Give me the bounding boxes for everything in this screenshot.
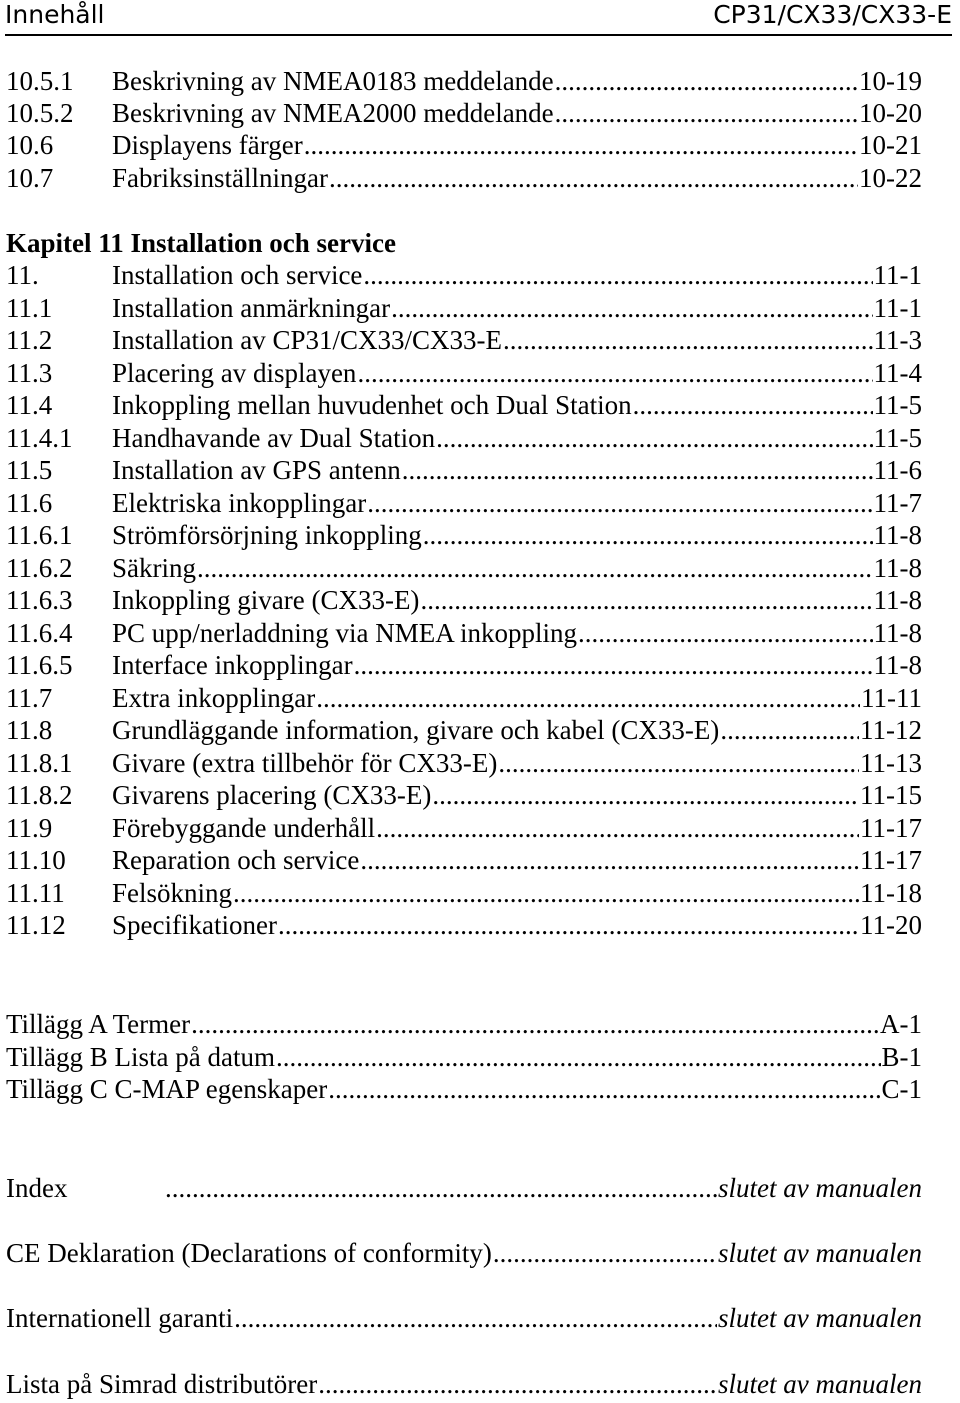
toc-entry-page: 11-15 [860, 780, 922, 810]
toc-entry-page: 11-8 [873, 553, 922, 583]
toc-entry-title: Installation anmärkningar [112, 293, 391, 323]
toc-entry-title: Inkoppling givare (CX33-E) [112, 585, 420, 615]
toc-entry[interactable] [6, 64, 922, 98]
toc-entry-number: 11.8 [6, 715, 53, 745]
toc-entry[interactable] [6, 388, 922, 422]
toc-entry[interactable] [6, 551, 922, 585]
toc-entry-title: Beskrivning av NMEA0183 meddelande [112, 66, 554, 96]
dot-leader [191, 1007, 879, 1041]
toc-end-item[interactable] [6, 1301, 922, 1335]
dot-leader [633, 388, 873, 422]
toc-entry-title: Beskrivning av NMEA2000 meddelande [112, 98, 554, 128]
toc-entry-title: Installation och service [112, 260, 363, 290]
toc-entry-number: 11.7 [6, 683, 53, 713]
dot-leader [304, 128, 858, 162]
toc-entry-number: 11.6.5 [6, 650, 73, 680]
toc-entry[interactable] [6, 583, 922, 617]
dot-leader [354, 648, 873, 682]
dot-leader [357, 356, 872, 390]
toc-entry-title: Säkring [112, 553, 196, 583]
toc-entry-page: 11-4 [873, 358, 922, 388]
toc-entry-page: 11-12 [860, 715, 922, 745]
dot-leader [367, 486, 872, 520]
toc-entry-page: 11-6 [873, 455, 922, 485]
toc-entry-number: 11.5 [6, 455, 53, 485]
toc-entry-number: 10.5.1 [6, 66, 74, 96]
toc-entry[interactable] [6, 258, 922, 292]
toc-appendix-page: B-1 [881, 1042, 922, 1072]
toc-entry-title: Displayens färger [112, 130, 303, 160]
toc-entry-title: Placering av displayen [112, 358, 357, 388]
page-header [5, 0, 952, 36]
header-section-title: Innehåll [5, 0, 105, 29]
toc-entry[interactable] [6, 486, 922, 520]
toc-entry-number: 11.11 [6, 878, 65, 908]
toc-appendix-title: Tillägg C C-MAP egenskaper [6, 1074, 328, 1104]
dot-leader [420, 583, 872, 617]
toc-appendix-page: A-1 [880, 1009, 922, 1039]
toc-end-item-title: Internationell garanti [6, 1303, 234, 1333]
toc-end-item-page: slutet av manualen [718, 1173, 922, 1203]
toc-entry-page: 11-18 [860, 878, 922, 908]
toc-entry-title: Specifikationer [112, 910, 277, 940]
toc-entry-page: 11-8 [873, 520, 922, 550]
toc-entry-number: 11.4.1 [6, 423, 73, 453]
toc-entry[interactable] [6, 96, 922, 130]
dot-leader [233, 876, 859, 910]
toc-entry-page: 11-13 [860, 748, 922, 778]
toc-entry-title: Handhavande av Dual Station [112, 423, 436, 453]
toc-entry[interactable] [6, 518, 922, 552]
toc-entry[interactable] [6, 648, 922, 682]
toc-entry-title: Extra inkopplingar [112, 683, 316, 713]
toc-end-item-title: CE Deklaration (Declarations of conformity) [6, 1238, 492, 1268]
toc-entry-page: 11-5 [873, 423, 922, 453]
toc-end-item-page: slutet av manualen [718, 1238, 922, 1268]
toc-entry[interactable] [6, 421, 922, 455]
dot-leader [316, 681, 860, 715]
toc-entry-page: 11-11 [861, 683, 922, 713]
toc-entry[interactable] [6, 681, 922, 715]
toc-entry-title: Givarens placering (CX33-E) [112, 780, 432, 810]
dot-leader [498, 746, 859, 780]
toc-entry-title: Strömförsörjning inkoppling [112, 520, 422, 550]
dot-leader [165, 1171, 717, 1205]
toc-entry-title: Installation av CP31/CX33/CX33-E [112, 325, 502, 355]
toc-entry-number: 11.6.3 [6, 585, 73, 615]
toc-end-item[interactable] [6, 1236, 922, 1270]
toc-entry[interactable] [6, 291, 922, 325]
toc-entry-page: 10-22 [859, 163, 922, 193]
toc-entry-page: 11-17 [860, 845, 922, 875]
toc-entry[interactable] [6, 356, 922, 390]
toc-entry-page: 11-7 [873, 488, 922, 518]
toc-entry[interactable] [6, 713, 922, 747]
toc-entry[interactable] [6, 323, 922, 357]
dot-leader [329, 161, 858, 195]
toc-entry-title: Reparation och service [112, 845, 360, 875]
dot-leader [276, 1040, 881, 1074]
dot-leader [376, 811, 859, 845]
toc-entry[interactable] [6, 843, 922, 877]
toc-entry-page: 11-20 [860, 910, 922, 940]
dot-leader [197, 551, 873, 585]
toc-entry[interactable] [6, 746, 922, 780]
toc-entry[interactable] [6, 616, 922, 650]
dot-leader [493, 1236, 717, 1270]
toc-entry[interactable] [6, 908, 922, 942]
dot-leader [432, 778, 859, 812]
dot-leader [503, 323, 873, 357]
toc-entry-title: Elektriska inkopplingar [112, 488, 367, 518]
toc-entry-page: 11-1 [873, 260, 922, 290]
toc-entry-title: Installation av GPS antenn [112, 455, 401, 485]
toc-entry-number: 11.6.1 [6, 520, 73, 550]
toc-entry-title: Förebyggande underhåll [112, 813, 376, 843]
toc-entry-number: 11.9 [6, 813, 53, 843]
dot-leader [360, 843, 859, 877]
toc-entry-title: PC upp/nerladdning via NMEA inkoppling [112, 618, 577, 648]
toc-entry-page: 11-5 [873, 390, 922, 420]
toc-appendix[interactable] [6, 1007, 922, 1041]
toc-appendix-title: Tillägg B Lista på datum [6, 1042, 275, 1072]
toc-end-item[interactable] [6, 1367, 922, 1401]
toc-entry-number: 11.10 [6, 845, 66, 875]
toc-entry-page: 10-20 [859, 98, 922, 128]
dot-leader [363, 258, 872, 292]
toc-entry-title: Felsökning [112, 878, 233, 908]
dot-leader [278, 908, 859, 942]
toc-entry-number: 11. [6, 260, 39, 290]
toc-entry-number: 11.6 [6, 488, 53, 518]
toc-entry-number: 11.2 [6, 325, 53, 355]
toc-end-item-page: slutet av manualen [718, 1303, 922, 1333]
toc-entry[interactable] [6, 811, 922, 845]
dot-leader [436, 421, 872, 455]
toc-entry-number: 11.3 [6, 358, 53, 388]
toc-entry-title: Grundläggande information, givare och kabel (CX33-E) [112, 715, 720, 745]
toc-end-item-page: slutet av manualen [718, 1369, 922, 1399]
toc-entry-number: 10.6 [6, 130, 54, 160]
dot-leader [402, 453, 873, 487]
toc-entry-title: Inkoppling mellan huvudenhet och Dual Station [112, 390, 632, 420]
toc-entry-number: 11.4 [6, 390, 53, 420]
toc-entry-title: Fabriksinställningar [112, 163, 328, 193]
toc-entry-number: 11.12 [6, 910, 66, 940]
dot-leader [318, 1367, 717, 1401]
toc-entry-number: 11.8.1 [6, 748, 73, 778]
toc-end-item-title: Lista på Simrad distributörer [6, 1369, 318, 1399]
dot-leader [391, 291, 872, 325]
toc-entry-page: 11-8 [873, 650, 922, 680]
toc-entry[interactable] [6, 453, 922, 487]
toc-entry-title: Givare (extra tillbehör för CX33-E) [112, 748, 498, 778]
toc-entry-number: 10.5.2 [6, 98, 74, 128]
toc-entry[interactable] [6, 778, 922, 812]
toc-entry-page: 11-8 [873, 618, 922, 648]
toc-appendix[interactable] [6, 1072, 922, 1106]
toc-entry-page: 10-19 [859, 66, 922, 96]
dot-leader [423, 518, 873, 552]
toc-entry-number: 11.6.4 [6, 618, 73, 648]
toc-entry-page: 10-21 [859, 130, 922, 160]
toc-appendix-title: Tillägg A Termer [6, 1009, 191, 1039]
toc-end-item[interactable] [6, 1171, 922, 1205]
toc-entry-page: 11-8 [873, 585, 922, 615]
toc-entry-number: 11.1 [6, 293, 53, 323]
toc-appendix[interactable] [6, 1040, 922, 1074]
toc-entry-page: 11-3 [873, 325, 922, 355]
chapter-heading: Kapitel 11 Installation och service [6, 228, 396, 258]
dot-leader [720, 713, 859, 747]
dot-leader [328, 1072, 880, 1106]
toc-entry[interactable] [6, 161, 922, 195]
toc-end-item-title: Index [6, 1173, 68, 1203]
toc-entry-number: 10.7 [6, 163, 54, 193]
toc-entry-title: Interface inkopplingar [112, 650, 353, 680]
toc-entry[interactable] [6, 876, 922, 910]
toc-appendix-page: C-1 [881, 1074, 922, 1104]
toc-entry-number: 11.6.2 [6, 553, 73, 583]
dot-leader [578, 616, 873, 650]
dot-leader [555, 96, 858, 130]
toc-entry-number: 11.8.2 [6, 780, 73, 810]
dot-leader [555, 64, 858, 98]
header-product-name: CP31/CX33/CX33-E [713, 0, 952, 29]
toc-entry-page: 11-17 [860, 813, 922, 843]
toc-entry-page: 11-1 [873, 293, 922, 323]
dot-leader [234, 1301, 717, 1335]
toc-entry[interactable] [6, 128, 922, 162]
